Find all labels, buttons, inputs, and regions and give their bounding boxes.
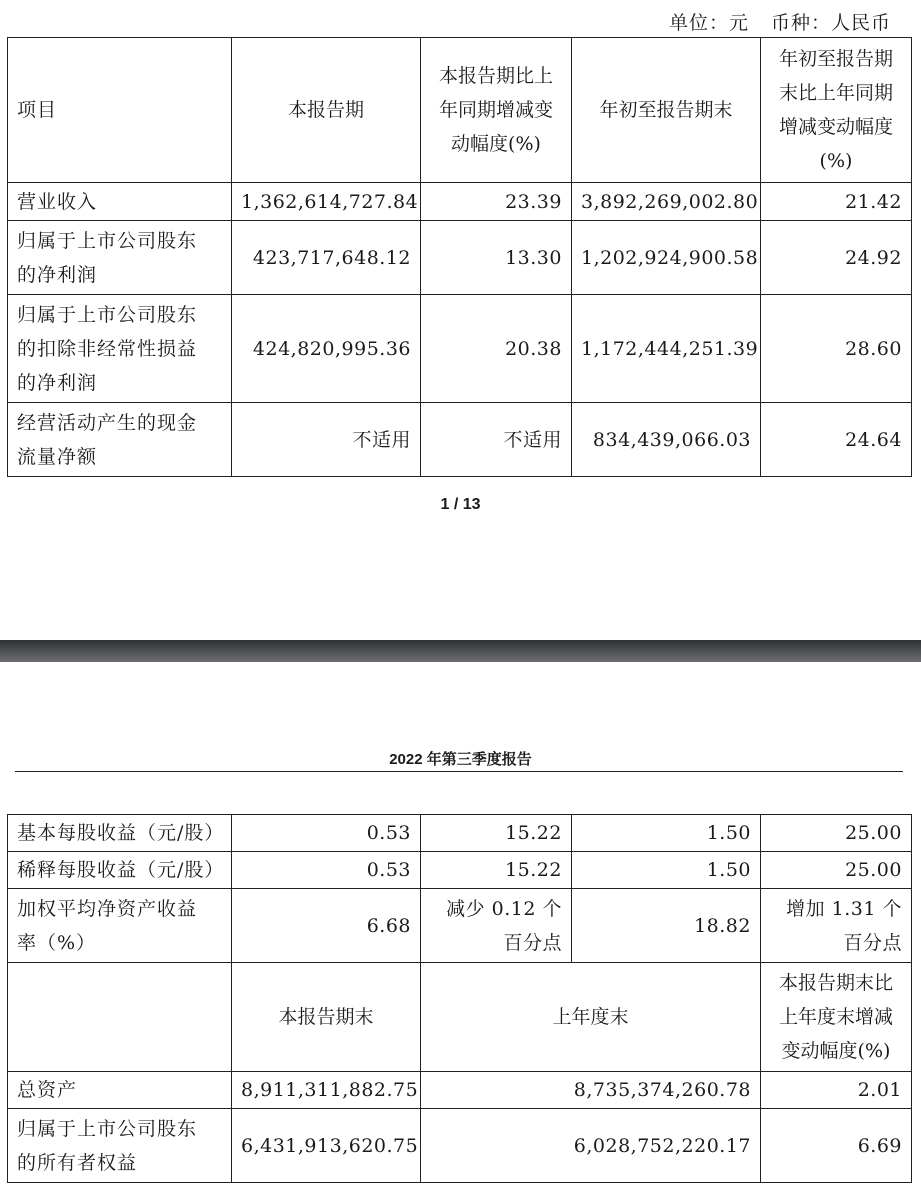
row-label: 归属于上市公司股东 的扣除非经常性损益 的净利润 <box>8 295 232 403</box>
table-subheader-row <box>8 963 912 1072</box>
row-label: 归属于上市公司股东 的净利润 <box>8 221 232 295</box>
cell-value: 6.69 <box>761 1109 912 1183</box>
cell-value: 18.82 <box>572 889 761 963</box>
table-header-row <box>8 38 912 183</box>
table-row <box>8 852 912 889</box>
document-title: 2022 年第三季度报告 <box>389 751 532 768</box>
cell-value: 8,911,311,882.75 <box>232 1072 421 1109</box>
table-row <box>8 815 912 852</box>
row-label: 稀释每股收益（元/股） <box>8 852 232 889</box>
col-header-ytd: 年初至报告期末 <box>572 38 761 183</box>
row-label: 归属于上市公司股东 的所有者权益 <box>8 1109 232 1183</box>
cell-value: 1,172,444,251.39 <box>572 295 761 403</box>
col-header-item: 项目 <box>8 38 232 183</box>
table-row <box>8 889 912 963</box>
currency-label: 币种：人民币 <box>770 12 891 34</box>
cell-value: 6,431,913,620.75 <box>232 1109 421 1183</box>
cell-value: 20.38 <box>421 295 572 403</box>
page-number: 1 / 13 <box>440 496 481 513</box>
cell-value: 24.64 <box>761 403 912 477</box>
col-header-blank <box>8 963 232 1072</box>
col-header-ytd-yoy: 年初至报告期 末比上年同期 增减变动幅度 (%) <box>761 38 912 183</box>
cell-value: 不适用 <box>232 403 421 477</box>
cell-value: 834,439,066.03 <box>572 403 761 477</box>
page-divider <box>0 640 921 662</box>
title-underline <box>15 771 903 772</box>
cell-value: 0.53 <box>232 852 421 889</box>
cell-value: 15.22 <box>421 852 572 889</box>
cell-value: 2.01 <box>761 1072 912 1109</box>
cell-value: 减少 0.12 个 百分点 <box>421 889 572 963</box>
row-label: 基本每股收益（元/股） <box>8 815 232 852</box>
cell-value: 25.00 <box>761 815 912 852</box>
cell-value: 6.68 <box>232 889 421 963</box>
table-row <box>8 183 912 221</box>
cell-value: 1.50 <box>572 815 761 852</box>
cell-value: 24.92 <box>761 221 912 295</box>
table-row <box>8 295 912 403</box>
cell-value: 15.22 <box>421 815 572 852</box>
cell-value: 0.53 <box>232 815 421 852</box>
table-row <box>8 1109 912 1183</box>
col-header-period-end: 本报告期末 <box>232 963 421 1072</box>
cell-value: 1.50 <box>572 852 761 889</box>
cell-value: 28.60 <box>761 295 912 403</box>
financial-data-table-2 <box>7 814 912 1183</box>
col-header-prior-year-end: 上年度末 <box>421 963 761 1072</box>
cell-value: 23.39 <box>421 183 572 221</box>
row-label: 总资产 <box>8 1072 232 1109</box>
cell-value: 1,362,614,727.84 <box>232 183 421 221</box>
cell-value: 1,202,924,900.58 <box>572 221 761 295</box>
unit-currency-line <box>669 8 891 35</box>
cell-value: 423,717,648.12 <box>232 221 421 295</box>
row-label: 营业收入 <box>8 183 232 221</box>
row-label: 经营活动产生的现金 流量净额 <box>8 403 232 477</box>
cell-value: 8,735,374,260.78 <box>421 1072 761 1109</box>
cell-value: 增加 1.31 个 百分点 <box>761 889 912 963</box>
cell-value: 424,820,995.36 <box>232 295 421 403</box>
cell-value: 6,028,752,220.17 <box>421 1109 761 1183</box>
table-row <box>8 1072 912 1109</box>
col-header-current-yoy: 本报告期比上 年同期增减变 动幅度(%) <box>421 38 572 183</box>
financial-data-table-1 <box>7 37 912 477</box>
table-row <box>8 221 912 295</box>
cell-value: 不适用 <box>421 403 572 477</box>
cell-value: 25.00 <box>761 852 912 889</box>
col-header-current-period: 本报告期 <box>232 38 421 183</box>
table-row <box>8 403 912 477</box>
unit-label: 单位：元 <box>668 12 749 34</box>
row-label: 加权平均净资产收益 率（%） <box>8 889 232 963</box>
col-header-change: 本报告期末比 上年度末增减 变动幅度(%) <box>761 963 912 1072</box>
cell-value: 13.30 <box>421 221 572 295</box>
cell-value: 21.42 <box>761 183 912 221</box>
cell-value: 3,892,269,002.80 <box>572 183 761 221</box>
